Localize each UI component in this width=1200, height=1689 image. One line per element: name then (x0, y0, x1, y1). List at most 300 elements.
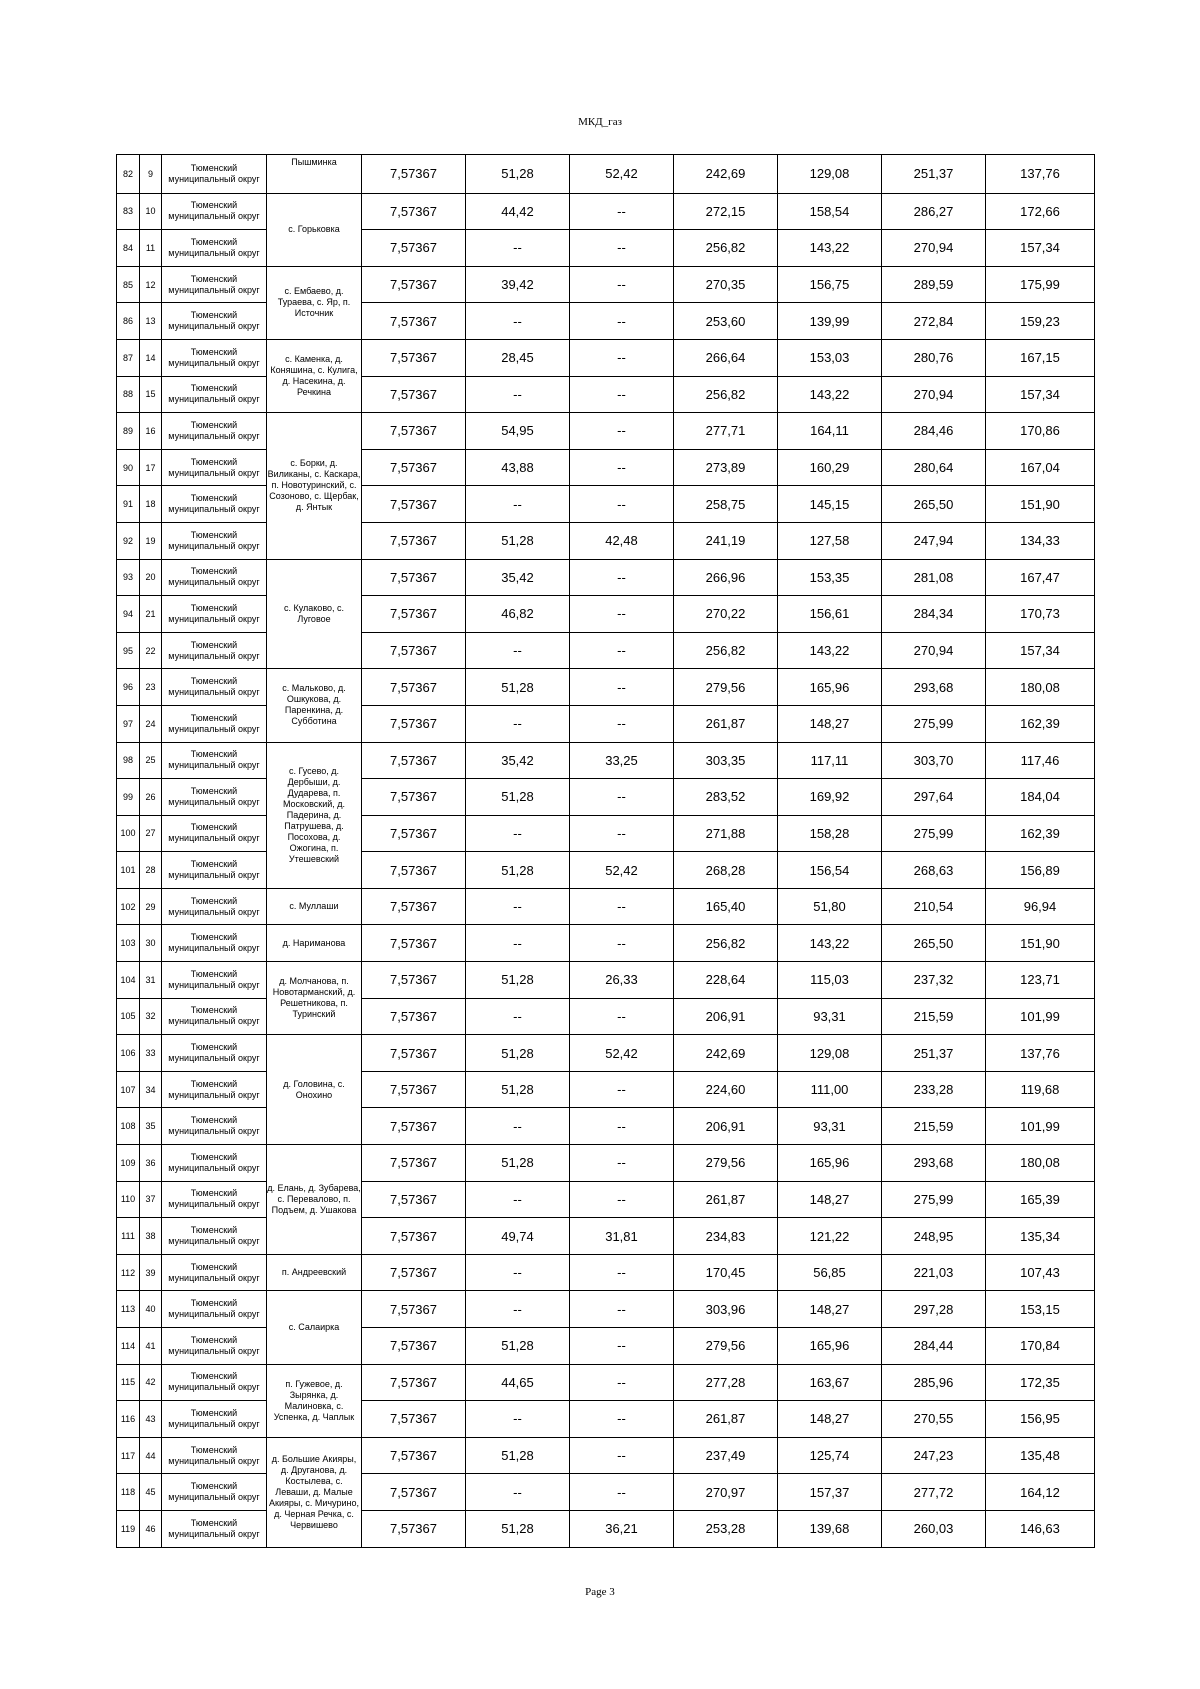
value-cell: 156,75 (778, 266, 882, 303)
row-subnumber: 31 (140, 962, 162, 999)
district-cell: Тюменский муниципальный округ (162, 1254, 267, 1291)
district-cell: Тюменский муниципальный округ (162, 1328, 267, 1365)
value-cell: 137,76 (986, 155, 1095, 194)
value-cell: -- (570, 705, 674, 742)
value-cell: 210,54 (882, 888, 986, 925)
value-cell: 7,57367 (362, 1218, 466, 1255)
value-cell: 284,34 (882, 596, 986, 633)
value-cell: 51,28 (466, 155, 570, 194)
value-cell: 151,90 (986, 486, 1095, 523)
row-number: 116 (117, 1401, 140, 1438)
table-row (117, 1035, 1095, 1072)
district-cell: Тюменский муниципальный округ (162, 413, 267, 450)
settlement-cell: д. Нариманова (267, 925, 362, 962)
value-cell: 101,99 (986, 998, 1095, 1035)
value-cell: 7,57367 (362, 1071, 466, 1108)
value-cell: 156,61 (778, 596, 882, 633)
value-cell: 143,22 (778, 632, 882, 669)
value-cell: 51,28 (466, 962, 570, 999)
row-number: 88 (117, 376, 140, 413)
value-cell: 125,74 (778, 1437, 882, 1474)
row-subnumber: 22 (140, 632, 162, 669)
settlement-cell: с. Мальково, д. Ошкукова, д. Паренкина, д. Субботина (267, 669, 362, 742)
value-cell: 52,42 (570, 1035, 674, 1072)
row-number: 86 (117, 303, 140, 340)
value-cell: 117,11 (778, 742, 882, 779)
value-cell: 165,96 (778, 669, 882, 706)
value-cell: 135,34 (986, 1218, 1095, 1255)
value-cell: 115,03 (778, 962, 882, 999)
row-subnumber: 43 (140, 1401, 162, 1438)
value-cell: 7,57367 (362, 1364, 466, 1401)
value-cell: -- (570, 1401, 674, 1438)
value-cell: 270,94 (882, 376, 986, 413)
value-cell: 251,37 (882, 155, 986, 194)
table-row (117, 193, 1095, 230)
value-cell: 157,34 (986, 376, 1095, 413)
value-cell: -- (570, 779, 674, 816)
value-cell: -- (570, 1291, 674, 1328)
row-number: 113 (117, 1291, 140, 1328)
value-cell: 162,39 (986, 815, 1095, 852)
value-cell: 119,68 (986, 1071, 1095, 1108)
value-cell: -- (570, 1145, 674, 1182)
value-cell: 175,99 (986, 266, 1095, 303)
value-cell: 165,96 (778, 1145, 882, 1182)
district-cell: Тюменский муниципальный округ (162, 1181, 267, 1218)
table-row (117, 1364, 1095, 1401)
value-cell: 51,80 (778, 888, 882, 925)
row-subnumber: 36 (140, 1145, 162, 1182)
value-cell: 148,27 (778, 1401, 882, 1438)
district-cell: Тюменский муниципальный округ (162, 449, 267, 486)
row-number: 107 (117, 1071, 140, 1108)
district-cell: Тюменский муниципальный округ (162, 852, 267, 889)
value-cell: 159,23 (986, 303, 1095, 340)
value-cell: 215,59 (882, 1108, 986, 1145)
value-cell: 279,56 (674, 669, 778, 706)
value-cell: 265,50 (882, 925, 986, 962)
value-cell: 268,63 (882, 852, 986, 889)
settlement-cell: д. Молчанова, п. Новотарманский, д. Решетникова, п. Туринский (267, 962, 362, 1035)
row-number: 114 (117, 1328, 140, 1365)
value-cell: 7,57367 (362, 1328, 466, 1365)
value-cell: 303,35 (674, 742, 778, 779)
table-row (117, 1181, 1095, 1218)
row-number: 103 (117, 925, 140, 962)
value-cell: -- (570, 193, 674, 230)
value-cell: 289,59 (882, 266, 986, 303)
table-row (117, 1218, 1095, 1255)
value-cell: -- (570, 632, 674, 669)
value-cell: 158,28 (778, 815, 882, 852)
table-row (117, 303, 1095, 340)
page-header: МКД_газ (578, 116, 622, 128)
value-cell: -- (570, 1181, 674, 1218)
row-subnumber: 24 (140, 705, 162, 742)
value-cell: -- (466, 303, 570, 340)
row-number: 87 (117, 339, 140, 376)
value-cell: -- (570, 1108, 674, 1145)
value-cell: 266,64 (674, 339, 778, 376)
value-cell: 221,03 (882, 1254, 986, 1291)
value-cell: 35,42 (466, 742, 570, 779)
table-row (117, 705, 1095, 742)
row-number: 93 (117, 559, 140, 596)
value-cell: 7,57367 (362, 303, 466, 340)
value-cell: -- (466, 925, 570, 962)
district-cell: Тюменский муниципальный округ (162, 1401, 267, 1438)
settlement-cell: с. Каменка, д. Коняшина, с. Кулига, д. Насекина, д. Речкина (267, 339, 362, 412)
row-subnumber: 13 (140, 303, 162, 340)
value-cell: 280,64 (882, 449, 986, 486)
value-cell: 158,54 (778, 193, 882, 230)
settlement-cell: с. Горьковка (267, 193, 362, 266)
table-row (117, 266, 1095, 303)
value-cell: 153,35 (778, 559, 882, 596)
table-row (117, 742, 1095, 779)
row-number: 91 (117, 486, 140, 523)
value-cell: -- (570, 1328, 674, 1365)
value-cell: 43,88 (466, 449, 570, 486)
value-cell: 172,35 (986, 1364, 1095, 1401)
row-number: 97 (117, 705, 140, 742)
value-cell: 7,57367 (362, 230, 466, 267)
value-cell: 156,89 (986, 852, 1095, 889)
value-cell: 143,22 (778, 230, 882, 267)
table-row (117, 1474, 1095, 1511)
value-cell: 165,39 (986, 1181, 1095, 1218)
value-cell: 7,57367 (362, 193, 466, 230)
value-cell: -- (570, 669, 674, 706)
value-cell: 7,57367 (362, 339, 466, 376)
value-cell: -- (466, 815, 570, 852)
row-number: 85 (117, 266, 140, 303)
row-subnumber: 38 (140, 1218, 162, 1255)
value-cell: 7,57367 (362, 1291, 466, 1328)
value-cell: 180,08 (986, 1145, 1095, 1182)
value-cell: 281,08 (882, 559, 986, 596)
row-subnumber: 39 (140, 1254, 162, 1291)
value-cell: 270,94 (882, 230, 986, 267)
value-cell: 7,57367 (362, 376, 466, 413)
value-cell: 101,99 (986, 1108, 1095, 1145)
value-cell: 7,57367 (362, 449, 466, 486)
value-cell: 44,42 (466, 193, 570, 230)
value-cell: -- (466, 1108, 570, 1145)
value-cell: 256,82 (674, 632, 778, 669)
value-cell: 237,49 (674, 1437, 778, 1474)
value-cell: 241,19 (674, 522, 778, 559)
value-cell: 157,34 (986, 230, 1095, 267)
value-cell: 277,72 (882, 1474, 986, 1511)
row-subnumber: 12 (140, 266, 162, 303)
value-cell: 261,87 (674, 1401, 778, 1438)
value-cell: 165,96 (778, 1328, 882, 1365)
value-cell: 172,66 (986, 193, 1095, 230)
value-cell: -- (570, 1437, 674, 1474)
row-number: 90 (117, 449, 140, 486)
value-cell: 215,59 (882, 998, 986, 1035)
table-row (117, 486, 1095, 523)
value-cell: 7,57367 (362, 155, 466, 194)
value-cell: 270,35 (674, 266, 778, 303)
value-cell: 164,11 (778, 413, 882, 450)
value-cell: -- (570, 339, 674, 376)
row-number: 106 (117, 1035, 140, 1072)
value-cell: 268,28 (674, 852, 778, 889)
value-cell: 256,82 (674, 376, 778, 413)
district-cell: Тюменский муниципальный округ (162, 742, 267, 779)
value-cell: -- (570, 596, 674, 633)
value-cell: 7,57367 (362, 1145, 466, 1182)
value-cell: 242,69 (674, 1035, 778, 1072)
row-number: 115 (117, 1364, 140, 1401)
district-cell: Тюменский муниципальный округ (162, 266, 267, 303)
value-cell: 284,46 (882, 413, 986, 450)
table-row (117, 779, 1095, 816)
settlement-cell: д. Головина, с. Онохино (267, 1035, 362, 1145)
value-cell: 165,40 (674, 888, 778, 925)
value-cell: 107,43 (986, 1254, 1095, 1291)
row-subnumber: 14 (140, 339, 162, 376)
table-row (117, 1071, 1095, 1108)
value-cell: -- (466, 1291, 570, 1328)
value-cell: 26,33 (570, 962, 674, 999)
value-cell: -- (570, 1071, 674, 1108)
value-cell: 303,96 (674, 1291, 778, 1328)
row-subnumber: 28 (140, 852, 162, 889)
row-number: 92 (117, 522, 140, 559)
row-number: 96 (117, 669, 140, 706)
value-cell: 170,84 (986, 1328, 1095, 1365)
row-number: 118 (117, 1474, 140, 1511)
district-cell: Тюменский муниципальный округ (162, 376, 267, 413)
value-cell: 93,31 (778, 998, 882, 1035)
row-subnumber: 42 (140, 1364, 162, 1401)
value-cell: -- (570, 413, 674, 450)
value-cell: 28,45 (466, 339, 570, 376)
value-cell: 261,87 (674, 1181, 778, 1218)
row-subnumber: 44 (140, 1437, 162, 1474)
value-cell: 7,57367 (362, 779, 466, 816)
table-row (117, 632, 1095, 669)
value-cell: 270,55 (882, 1401, 986, 1438)
value-cell: 51,28 (466, 852, 570, 889)
value-cell: 275,99 (882, 1181, 986, 1218)
value-cell: 146,63 (986, 1510, 1095, 1547)
district-cell: Тюменский муниципальный округ (162, 1145, 267, 1182)
value-cell: 148,27 (778, 705, 882, 742)
row-number: 102 (117, 888, 140, 925)
value-cell: 284,44 (882, 1328, 986, 1365)
table-row (117, 1291, 1095, 1328)
value-cell: 297,64 (882, 779, 986, 816)
row-number: 89 (117, 413, 140, 450)
row-number: 94 (117, 596, 140, 633)
value-cell: 7,57367 (362, 1254, 466, 1291)
table-row (117, 522, 1095, 559)
value-cell: 7,57367 (362, 1401, 466, 1438)
value-cell: -- (570, 1474, 674, 1511)
row-subnumber: 34 (140, 1071, 162, 1108)
value-cell: 7,57367 (362, 888, 466, 925)
value-cell: 51,28 (466, 1145, 570, 1182)
value-cell: 137,76 (986, 1035, 1095, 1072)
value-cell: -- (466, 376, 570, 413)
row-subnumber: 32 (140, 998, 162, 1035)
value-cell: 96,94 (986, 888, 1095, 925)
value-cell: 167,04 (986, 449, 1095, 486)
value-cell: 46,82 (466, 596, 570, 633)
row-number: 99 (117, 779, 140, 816)
value-cell: 160,29 (778, 449, 882, 486)
value-cell: 153,15 (986, 1291, 1095, 1328)
value-cell: 7,57367 (362, 852, 466, 889)
row-subnumber: 46 (140, 1510, 162, 1547)
value-cell: 135,48 (986, 1437, 1095, 1474)
value-cell: 51,28 (466, 1437, 570, 1474)
row-subnumber: 18 (140, 486, 162, 523)
value-cell: -- (570, 376, 674, 413)
value-cell: 7,57367 (362, 1181, 466, 1218)
value-cell: 139,68 (778, 1510, 882, 1547)
settlement-cell: п. Андреевский (267, 1254, 362, 1291)
value-cell: 7,57367 (362, 962, 466, 999)
table-row (117, 1254, 1095, 1291)
table-row (117, 596, 1095, 633)
value-cell: 251,37 (882, 1035, 986, 1072)
value-cell: 162,39 (986, 705, 1095, 742)
table-row (117, 1108, 1095, 1145)
district-cell: Тюменский муниципальный округ (162, 596, 267, 633)
settlement-cell: с. Муллаши (267, 888, 362, 925)
value-cell: 272,84 (882, 303, 986, 340)
value-cell: 163,67 (778, 1364, 882, 1401)
value-cell: 7,57367 (362, 669, 466, 706)
table-row (117, 155, 1095, 194)
district-cell: Тюменский муниципальный округ (162, 230, 267, 267)
value-cell: 7,57367 (362, 705, 466, 742)
row-subnumber: 16 (140, 413, 162, 450)
value-cell: 7,57367 (362, 632, 466, 669)
value-cell: 164,12 (986, 1474, 1095, 1511)
value-cell: -- (466, 486, 570, 523)
district-cell: Тюменский муниципальный округ (162, 1474, 267, 1511)
district-cell: Тюменский муниципальный округ (162, 1035, 267, 1072)
value-cell: 139,99 (778, 303, 882, 340)
district-cell: Тюменский муниципальный округ (162, 155, 267, 194)
table-row (117, 852, 1095, 889)
value-cell: -- (570, 815, 674, 852)
value-cell: 42,48 (570, 522, 674, 559)
value-cell: 237,32 (882, 962, 986, 999)
settlement-cell: с. Гусево, д. Дербыши, д. Дударева, п. Московский, д. Падерина, д. Патрушева, д. Посохова, д. Ожогина, п. Утешевский (267, 742, 362, 888)
table-row (117, 1145, 1095, 1182)
table-row (117, 413, 1095, 450)
row-subnumber: 10 (140, 193, 162, 230)
value-cell: -- (466, 230, 570, 267)
settlement-cell: п. Гужевое, д. Зырянка, д. Малиновка, с. Успенка, д. Чаплык (267, 1364, 362, 1437)
value-cell: -- (466, 998, 570, 1035)
value-cell: 279,56 (674, 1145, 778, 1182)
value-cell: 7,57367 (362, 559, 466, 596)
settlement-cell: Пышминка (267, 155, 362, 194)
value-cell: 52,42 (570, 852, 674, 889)
value-cell: 7,57367 (362, 413, 466, 450)
value-cell: 261,87 (674, 705, 778, 742)
value-cell: -- (466, 1401, 570, 1438)
district-cell: Тюменский муниципальный округ (162, 1071, 267, 1108)
value-cell: 7,57367 (362, 486, 466, 523)
district-cell: Тюменский муниципальный округ (162, 1291, 267, 1328)
value-cell: 253,28 (674, 1510, 778, 1547)
district-cell: Тюменский муниципальный округ (162, 962, 267, 999)
value-cell: 7,57367 (362, 596, 466, 633)
value-cell: 293,68 (882, 669, 986, 706)
district-cell: Тюменский муниципальный округ (162, 559, 267, 596)
value-cell: 242,69 (674, 155, 778, 194)
value-cell: -- (466, 1474, 570, 1511)
value-cell: 167,15 (986, 339, 1095, 376)
value-cell: 7,57367 (362, 742, 466, 779)
value-cell: 49,74 (466, 1218, 570, 1255)
value-cell: -- (570, 449, 674, 486)
value-cell: 35,42 (466, 559, 570, 596)
value-cell: -- (570, 1254, 674, 1291)
row-subnumber: 20 (140, 559, 162, 596)
district-cell: Тюменский муниципальный округ (162, 779, 267, 816)
row-number: 100 (117, 815, 140, 852)
value-cell: 7,57367 (362, 925, 466, 962)
value-cell: 44,65 (466, 1364, 570, 1401)
row-subnumber: 9 (140, 155, 162, 194)
value-cell: 33,25 (570, 742, 674, 779)
district-cell: Тюменский муниципальный округ (162, 669, 267, 706)
row-subnumber: 27 (140, 815, 162, 852)
settlement-cell: с. Ембаево, д. Тураева, с. Яр, п. Источник (267, 266, 362, 339)
value-cell: -- (570, 230, 674, 267)
row-subnumber: 33 (140, 1035, 162, 1072)
value-cell: 51,28 (466, 522, 570, 559)
value-cell: 36,21 (570, 1510, 674, 1547)
value-cell: -- (466, 632, 570, 669)
row-number: 108 (117, 1108, 140, 1145)
value-cell: 273,89 (674, 449, 778, 486)
table-row (117, 449, 1095, 486)
row-subnumber: 17 (140, 449, 162, 486)
value-cell: -- (570, 1364, 674, 1401)
value-cell: 157,34 (986, 632, 1095, 669)
value-cell: 169,92 (778, 779, 882, 816)
value-cell: 271,88 (674, 815, 778, 852)
row-subnumber: 35 (140, 1108, 162, 1145)
table-row (117, 815, 1095, 852)
district-cell: Тюменский муниципальный округ (162, 303, 267, 340)
value-cell: 277,28 (674, 1364, 778, 1401)
tariff-table (116, 154, 1095, 1548)
row-subnumber: 21 (140, 596, 162, 633)
value-cell: 283,52 (674, 779, 778, 816)
value-cell: 258,75 (674, 486, 778, 523)
value-cell: -- (570, 266, 674, 303)
page-footer: Page 3 (585, 1586, 615, 1598)
table-row (117, 888, 1095, 925)
value-cell: 7,57367 (362, 1035, 466, 1072)
value-cell: 148,27 (778, 1291, 882, 1328)
row-subnumber: 30 (140, 925, 162, 962)
value-cell: -- (570, 888, 674, 925)
